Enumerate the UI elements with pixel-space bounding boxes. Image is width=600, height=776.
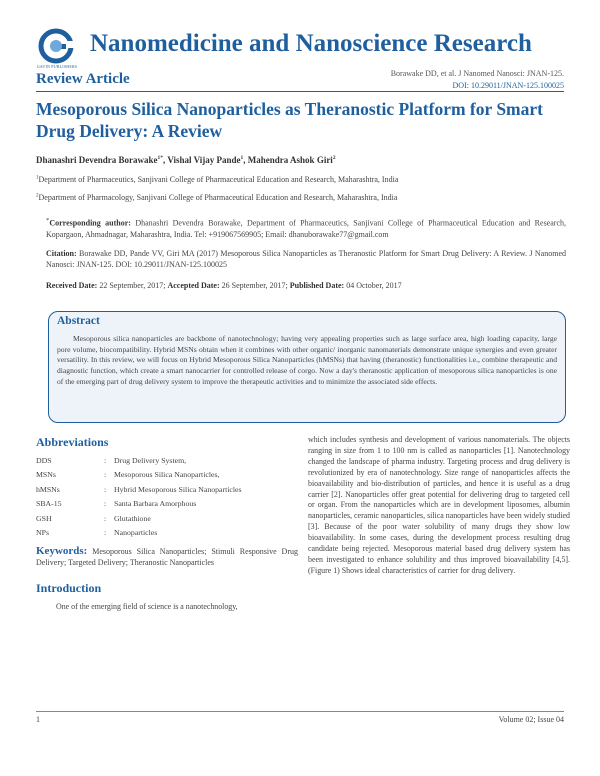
header-divider xyxy=(36,91,564,92)
corresponding-label: Corresponding author: xyxy=(49,218,131,228)
article-dates xyxy=(46,280,566,291)
received-date: 22 September, 2017; xyxy=(97,281,168,290)
author-superscript: 1* xyxy=(157,155,164,161)
abbreviation-row xyxy=(36,453,298,468)
abbreviation-value: Nanoparticles xyxy=(114,528,158,538)
keywords-text: Mesoporous Silica Nanoparticles; Stimuli Responsive Drug Delivery; Targeted Delivery; Theranostic Nanoparticles xyxy=(36,547,298,567)
abbreviation-key: hMSNs xyxy=(36,484,60,494)
abbreviation-colon: : xyxy=(104,513,107,523)
abbreviation-colon: : xyxy=(104,528,107,538)
article-title: Mesoporous Silica Nanoparticles as Theranostic Platform for Smart Drug Delivery: A Review xyxy=(36,99,543,141)
abbreviation-key: DDS xyxy=(36,455,52,465)
abbreviation-row xyxy=(36,511,298,526)
affiliation-text: Department of Pharmacology, Sanjivani College of Pharmaceutical Education and Research, Maharashtra, India xyxy=(38,193,398,202)
page-number: 1 xyxy=(36,715,40,724)
abbreviation-colon: : xyxy=(104,484,107,494)
published-date: 04 October, 2017 xyxy=(344,281,402,290)
citation-label: Citation: xyxy=(46,249,77,258)
citation-text: Borawake DD, Pande VV, Giri MA (2017) Mesoporous Silica Nanoparticles as Theranostic Platform for Smart Drug Delivery: A Review. J Nanomed Nanosci: JNAN-125. DOI: 10.29011/JNAN-125.100025 xyxy=(46,249,566,269)
received-label: Received Date: xyxy=(46,281,98,290)
journal-title: Nanomedicine and Nanoscience Research xyxy=(90,30,532,57)
abstract-box xyxy=(48,311,566,423)
left-column xyxy=(36,435,298,613)
keywords-label: Keywords: xyxy=(36,545,88,557)
article-type: Review Article xyxy=(36,71,130,87)
abbreviation-row xyxy=(36,482,298,497)
introduction-text: One of the emerging field of science is a nanotechnology, xyxy=(56,602,238,611)
author-name: Vishal Vijay Pande xyxy=(167,155,241,165)
abbreviation-key: GSH xyxy=(36,513,52,523)
abbreviation-value: Hybrid Mesoporous Silica Nanoparticles xyxy=(114,484,242,494)
abstract-text: Mesoporous silica nanoparticles are backbone of nanotechnology; having very appealing properties such as large surface area, high loading capacity, large pore volume, biocompatibility. Hybrid MSNs obtain when it combines with other organic/ inorganic nanomaterials demonstrate unique synergies and even greater versatility. In this review, we will focus on Hybrid Mesoporous Silica Nanoparticles (hMSNs) that having (theranostic) functionalities i.e., combine therapeutic and diagnostic function, which create a smart nanocarrier for controlled release of corgo. Now a day's theranostic application of mesoporous silica nanoparticles is one of the emerging part of drug delivery system to improve the therapeutic activities and to minimize the associated side effects. xyxy=(57,334,557,386)
affiliation xyxy=(36,175,398,184)
accepted-label: Accepted Date: xyxy=(167,281,220,290)
abbreviations-heading: Abbreviations xyxy=(36,435,109,449)
author-superscript: 1 xyxy=(240,155,244,161)
citation-block xyxy=(46,248,566,270)
abstract-heading: Abstract xyxy=(57,315,100,327)
abbreviation-value: Santa Barbara Amorphous xyxy=(114,499,197,509)
header-citation: Borawake DD, et al. J Nanomed Nanosci: JNAN-125. xyxy=(390,69,564,78)
footer-divider xyxy=(36,711,564,712)
corresponding-marker: * xyxy=(46,217,50,224)
volume-issue: Volume 02; Issue 04 xyxy=(498,715,564,724)
keywords xyxy=(36,546,298,568)
author-separator: , xyxy=(163,155,168,165)
affiliation-number: 1 xyxy=(36,175,39,181)
abbreviations-table xyxy=(36,453,298,540)
abbreviation-key: MSNs xyxy=(36,470,56,480)
introduction-heading: Introduction xyxy=(36,581,102,595)
author-list xyxy=(36,155,336,165)
abbreviation-row xyxy=(36,526,298,541)
abbreviation-colon: : xyxy=(104,470,107,480)
affiliation xyxy=(36,193,397,202)
header-doi-link[interactable]: DOI: 10.29011/JNAN-125.100025 xyxy=(452,81,564,90)
corresponding-text: Dhanashri Devendra Borawake, Department of Pharmaceutics, Sanjivani College of Pharmaceutical Education and Research, Kopargaon, Ahmadnagar, Maharashtra, India. Tel: +919067569905; Email: dhanuborawake77@gmail.com xyxy=(46,218,566,239)
accepted-date: 26 September, 2017; xyxy=(219,281,290,290)
abbreviation-value: Drug Delivery System, xyxy=(114,455,187,465)
body-paragraph: which includes synthesis and development of various nanomaterials. The objects ranging in size from 1 to 100 nm is called as nanoparticles [1]. Nanotechnology changed the landscape of pharma industry. Targeting process and drug delivery is revolutionized by era of nanotechnology. Size range of nanoparticles affects the bioavailability and bio-distribution of particles, and hence it is useful as a drug carrier [2]. Nanoparticles offer great potential for delivering drug to targeted cell or organ. From the nanoparticles which are in development liposomes, albumin nanoparticles, ceramic nanoparticles, silica nanoparticles have been widely studied [3]. Because of the poor water solubility of many drugs they show low bioavailability. In some cases, during the development process resulting drug candidate being rejected. Mesoporous material based drug delivery system has been investigated to enhance solubility and thus improved bioavailability [4,5]. (Figure 1) Shows ideal characteristics of carrier for drug delivery. xyxy=(308,435,570,575)
abbreviation-row xyxy=(36,468,298,483)
right-column xyxy=(308,435,570,577)
abbreviation-value: Mesoporous Silica Nanoparticles, xyxy=(114,470,220,480)
published-label: Published Date: xyxy=(289,281,345,290)
abbreviation-value: Glutathione xyxy=(114,513,151,523)
journal-logo-icon xyxy=(36,28,76,64)
abbreviation-colon: : xyxy=(104,499,107,509)
author-name: Mahendra Ashok Giri xyxy=(247,155,333,165)
author-separator: , xyxy=(243,155,248,165)
abbreviation-row xyxy=(36,497,298,512)
abbreviation-key: SBA-15 xyxy=(36,499,62,509)
abbreviation-colon: : xyxy=(104,455,107,465)
abbreviation-key: NPs xyxy=(36,528,50,538)
affiliation-number: 2 xyxy=(36,193,39,199)
author-name: Dhanashri Devendra Borawake xyxy=(36,155,158,165)
affiliation-text: Department of Pharmaceutics, Sanjivani College of Pharmaceutical Education and Research, Maharashtra, India xyxy=(38,175,399,184)
publisher-name: GAVIN PUBLISHERS xyxy=(36,64,78,69)
author-superscript: 2 xyxy=(332,155,336,161)
corresponding-author xyxy=(46,215,566,240)
